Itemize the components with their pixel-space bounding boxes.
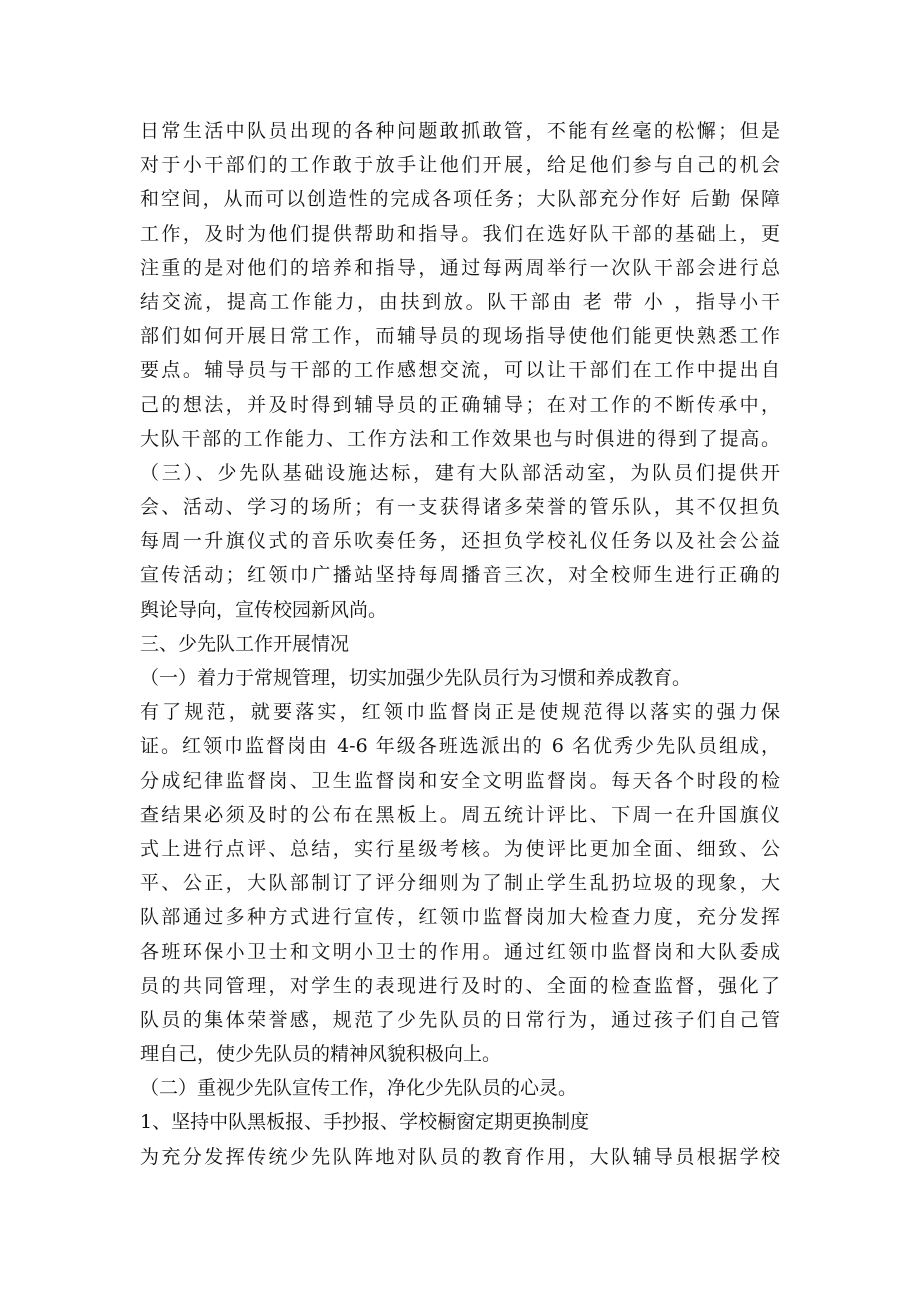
text-line: 大队干部的工作能力、工作方法和工作效果也与时俱进的得到了提高。 — [140, 427, 780, 450]
section-heading: 三、少先队工作开展情况 — [140, 632, 350, 655]
text-line: 每周一升旗仪式的音乐吹奏任务，还担负学校礼仪任务以及社会公益 — [140, 530, 780, 553]
text-line: 和空间，从而可以创造性的完成各项任务；大队部充分作好 后勤 保障 — [140, 188, 780, 211]
text-line: 会、活动、学习的场所；有一支获得诸多荣誉的管乐队，其不仅担负 — [140, 496, 780, 519]
text-line: 要点。辅导员与干部的工作感想交流，可以让干部们在工作中提出自 — [140, 359, 780, 382]
text-line: 查结果必须及时的公布在黑板上。周五统计评比、下周一在升国旗仪 — [140, 803, 780, 826]
text-line: 为充分发挥传统少先队阵地对队员的教育作用，大队辅导员根据学校 — [140, 1145, 780, 1168]
text-line: 结交流，提高工作能力，由扶到放。队干部由 老 带 小 ，指导小干 — [140, 290, 780, 313]
text-line: 证。红领巾监督岗由 4-6 年级各班选派出的 6 名优秀少先队员组成， — [140, 735, 780, 758]
text-line: 分成纪律监督岗、卫生监督岗和安全文明监督岗。每天各个时段的检 — [140, 769, 780, 792]
text-line: 队员的集体荣誉感，规范了少先队员的日常行为，通过孩子们自己管 — [140, 1008, 780, 1031]
text-line: 宣传活动；红领巾广播站坚持每周播音三次，对全校师生进行正确的 — [140, 564, 780, 587]
text-line: 日常生活中队员出现的各种问题敢抓敢管，不能有丝毫的松懈；但是 — [140, 120, 780, 142]
text-line: 式上进行点评、总结，实行星级考核。为使评比更加全面、细致、公 — [140, 837, 780, 860]
text-line: 理自己，使少先队员的精神风貌积极向上。 — [140, 1043, 502, 1066]
text-line: 员的共同管理，对学生的表现进行及时的、全面的检查监督，强化了 — [140, 974, 780, 997]
text-line: 各班环保小卫士和文明小卫士的作用。通过红领巾监督岗和大队委成 — [140, 940, 780, 963]
text-line: 工作，及时为他们提供帮助和指导。我们在选好队干部的基础上，更 — [140, 222, 780, 245]
text-line: 己的想法，并及时得到辅导员的正确辅导；在对工作的不断传承中， — [140, 393, 780, 416]
text-line: 平、公正，大队部制订了评分细则为了制止学生乱扔垃圾的现象，大 — [140, 872, 780, 895]
text-line: 有了规范，就要落实，红领巾监督岗正是使规范得以落实的强力保 — [140, 701, 780, 724]
item-heading: 1、坚持中队黑板报、手抄报、学校橱窗定期更换制度 — [140, 1111, 590, 1134]
text-line: 注重的是对他们的培养和指导，通过每两周举行一次队干部会进行总 — [140, 256, 780, 279]
text-line: 对于小干部们的工作敢于放手让他们开展，给足他们参与自己的机会 — [140, 154, 780, 177]
text-line: 队部通过多种方式进行宣传，红领巾监督岗加大检查力度，充分发挥 — [140, 906, 780, 929]
text-line: （三）、少先队基础设施达标，建有大队部活动室，为队员们提供开 — [140, 461, 780, 484]
text-line: 舆论导向，宣传校园新风尚。 — [140, 598, 388, 621]
subsection-heading: （一）着力于常规管理，切实加强少先队员行为习惯和养成教育。 — [140, 667, 692, 689]
text-line: 部们如何开展日常工作，而辅导员的现场指导使他们能更快熟悉工作 — [140, 325, 780, 348]
document-body — [140, 114, 780, 1174]
subsection-heading: （二）重视少先队宣传工作，净化少先队员的心灵。 — [140, 1077, 578, 1100]
